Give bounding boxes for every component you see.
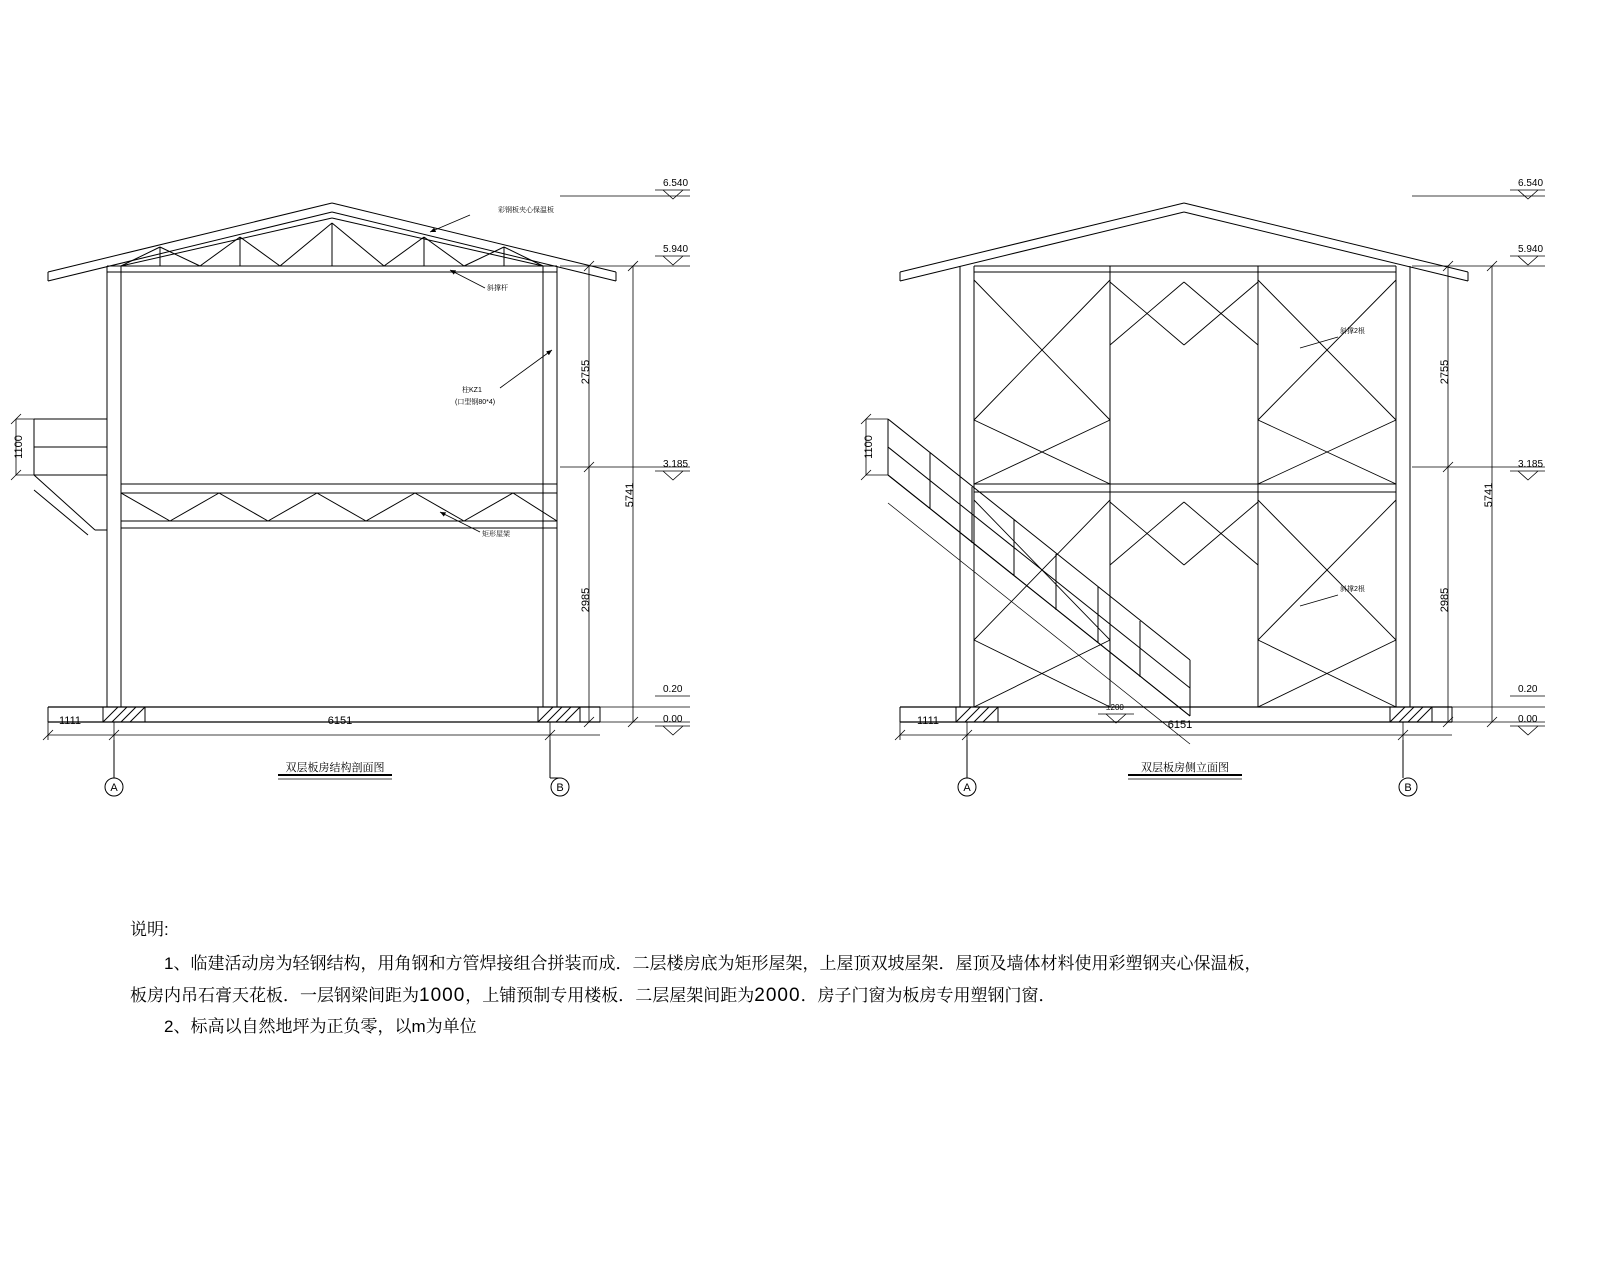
annotation-text: 彩钢板夹心保温板: [498, 207, 554, 214]
footing-left-elev: [956, 707, 998, 722]
level-text: 0.00: [663, 714, 683, 725]
annotation-text: 斜撑2根: [1340, 328, 1365, 335]
level-text: 3.185: [1518, 459, 1544, 470]
dimension-text: 2755: [580, 359, 592, 385]
note-text-c: ，上铺预制专用楼板．二层屋架间距为: [465, 985, 755, 1005]
floor-truss: [121, 484, 557, 528]
stair-assembly: [888, 419, 1193, 744]
level-text: 6.540: [663, 178, 689, 189]
level-text: 5.940: [663, 244, 689, 255]
level-text: 6.540: [1518, 178, 1544, 189]
footing-left: [103, 707, 145, 722]
dimension-text: 5741: [624, 482, 636, 508]
roof-truss: [107, 218, 557, 272]
note-item-2: 2、标高以自然地坪为正负零，以m为单位: [164, 1016, 477, 1036]
annotation-text: (口型钢80*4): [455, 399, 496, 406]
left-canopy: [34, 419, 107, 535]
note-value-1000: 1000: [419, 984, 466, 1006]
left-view-title: 双层板房结构剖面图: [285, 762, 385, 774]
bracing-lower: [974, 500, 1396, 707]
dimension-text: 2985: [1439, 587, 1451, 613]
note-text-a: 板房内吊石膏天花板．一层钢梁间距为: [130, 985, 419, 1005]
dimension-text: 6151: [327, 715, 353, 727]
note-text-e: ．房子门窗为板房专用塑钢门窗．: [800, 985, 1056, 1005]
grid-mark-b: B: [1404, 782, 1412, 794]
note-value-2000: 2000: [754, 984, 801, 1006]
dimension-text: 1100: [863, 435, 875, 459]
level-text: 0.00: [1518, 714, 1538, 725]
grid-mark-a: A: [963, 782, 971, 794]
dimension-text: 2755: [1439, 359, 1451, 385]
grid-mark-a: A: [110, 782, 118, 794]
dimension-text: 6151: [1167, 719, 1193, 731]
notes-heading: 说明:: [130, 920, 169, 939]
left-section-view: [11, 190, 690, 796]
note-item-1-line-1: 1、临建活动房为轻钢结构，用角钢和方管焊接组合拼装而成．二层楼房底为矩形屋架，上屋顶双坡屋架．屋顶及墙体材料使用彩塑钢夹心保温板，: [164, 953, 1262, 973]
footing-right: [538, 707, 580, 722]
dimension-text: 1111: [916, 715, 940, 727]
annotation-text: 柱KZ1: [462, 387, 482, 394]
dimension-text: 5741: [1483, 482, 1495, 508]
level-text: 0.20: [1518, 684, 1538, 695]
footing-right-elev: [1390, 707, 1432, 722]
dim-bottom-left: [43, 722, 600, 740]
annotation-text: 矩形屋架: [482, 531, 510, 538]
level-flag-text: ±200: [1106, 703, 1124, 712]
dimension-text: 1111: [58, 715, 82, 727]
bracing-upper: [974, 280, 1396, 484]
right-elevation-view: [861, 190, 1545, 796]
level-text: 5.940: [1518, 244, 1544, 255]
note-item-1-line-2: [130, 979, 1310, 1012]
grid-mark-b: B: [556, 782, 564, 794]
right-view-title: 双层板房侧立面图: [1141, 762, 1229, 774]
column-b: [543, 266, 557, 707]
level-text: 3.185: [663, 459, 689, 470]
annotation-text: 斜撑杆: [487, 285, 508, 292]
notes-block: [130, 915, 1310, 1042]
annotation-text: 斜撑2根: [1340, 586, 1365, 593]
level-text: 0.20: [663, 684, 683, 695]
dimension-text: 1100: [13, 435, 25, 459]
column-a: [107, 266, 121, 707]
roof-panels-elev: [900, 203, 1468, 281]
dimension-text: 2985: [580, 587, 592, 613]
